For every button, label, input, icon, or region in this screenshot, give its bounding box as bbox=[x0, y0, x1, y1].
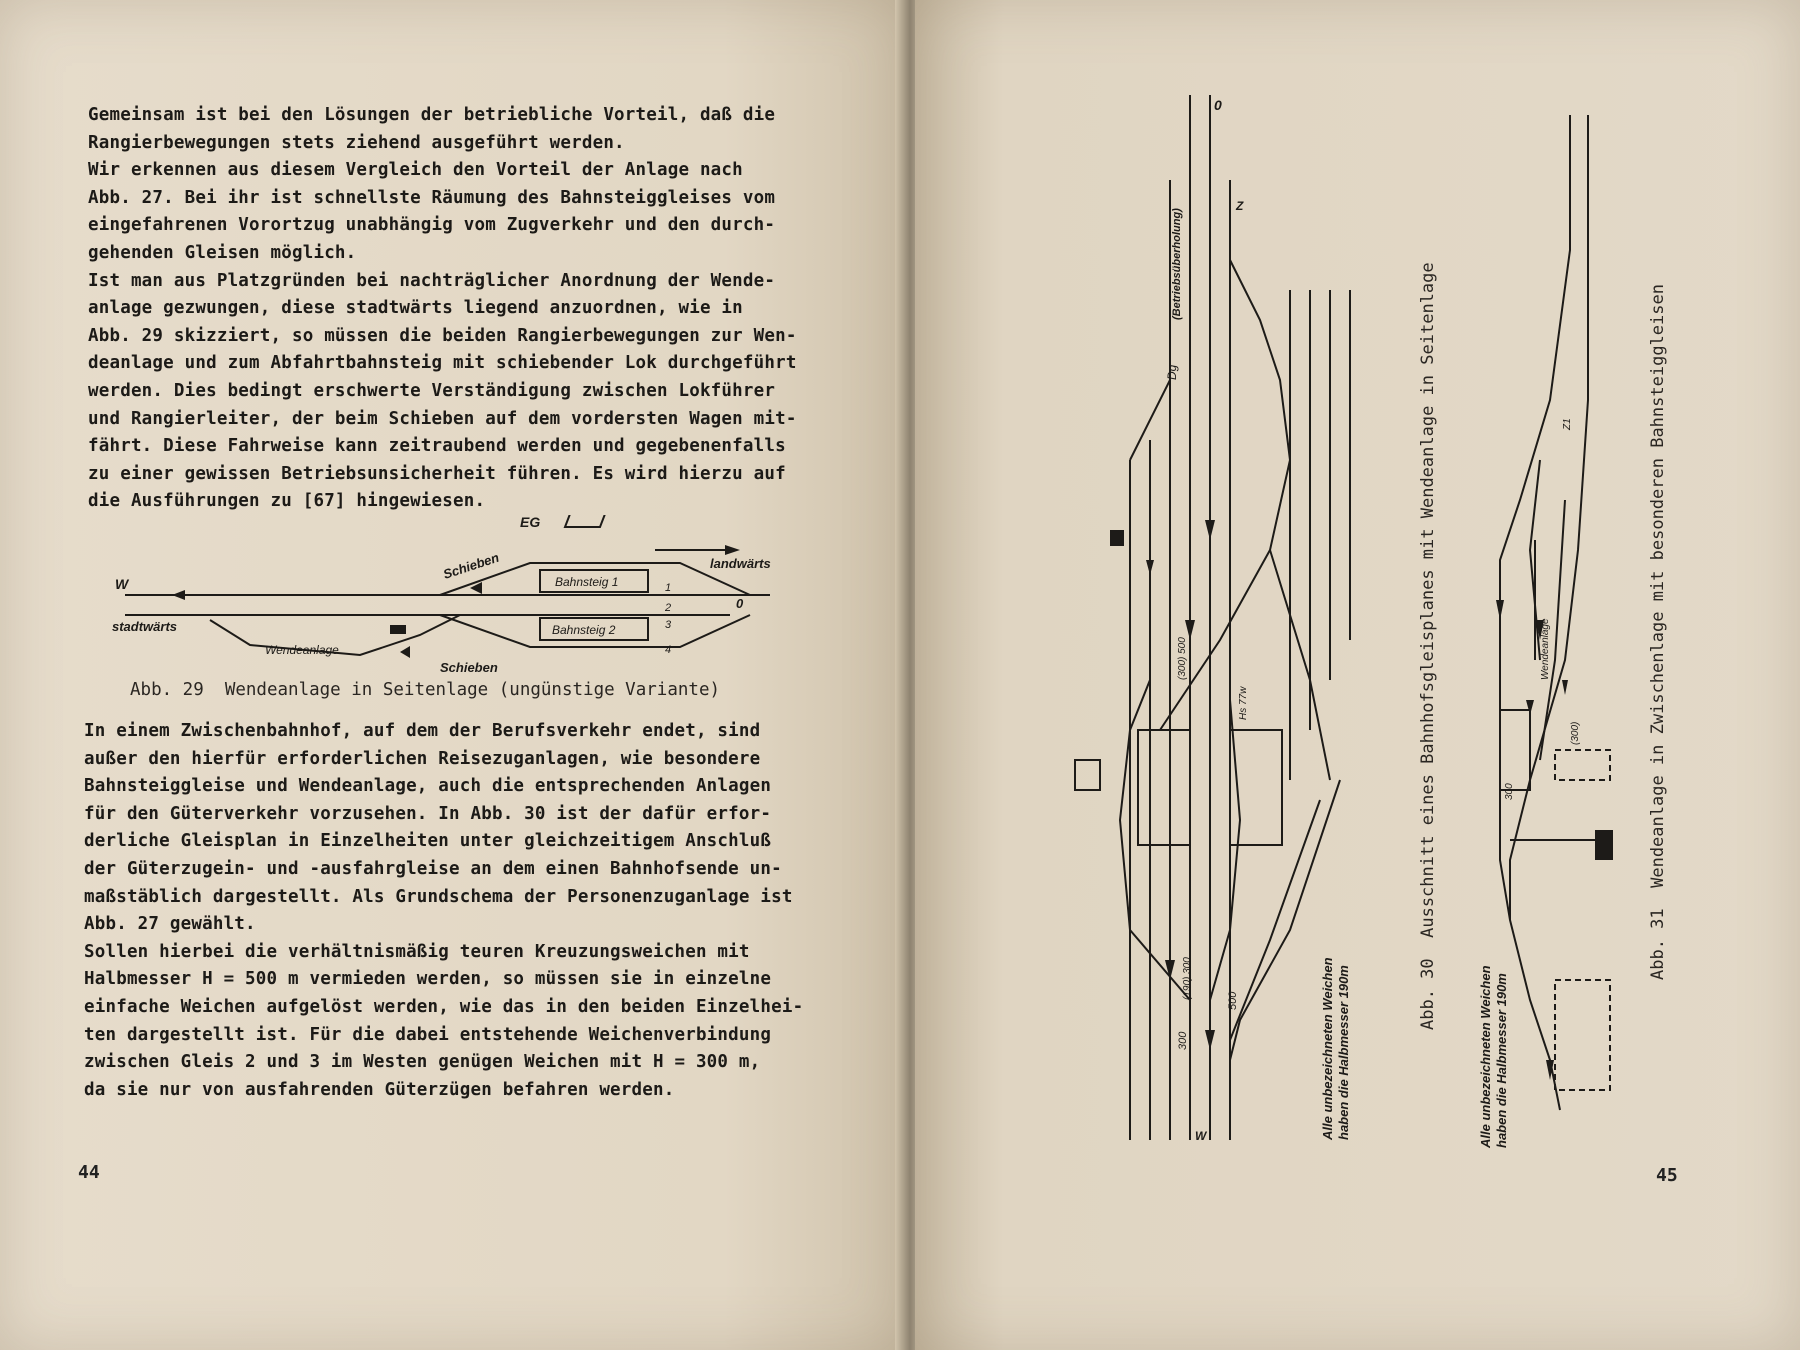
page-number: 44 bbox=[78, 1162, 100, 1183]
figure-29-caption: Abb. 29 Wendeanlage in Seitenlage (ungünstige Variante) bbox=[130, 680, 721, 700]
fig30-label-dg: Dg bbox=[1165, 364, 1179, 380]
fig31-label-z1: Z1 bbox=[1562, 418, 1573, 430]
fig29-label-wendeanlage: Wendeanlage bbox=[265, 643, 339, 657]
figure-29-track-diagram bbox=[110, 515, 790, 675]
fig29-label-stadtwaerts: stadtwärts bbox=[112, 619, 178, 634]
fig29-label-0: 0 bbox=[736, 596, 744, 611]
fig30-label-z: Z bbox=[1236, 199, 1244, 213]
fig30-label-300: 300 bbox=[1177, 1031, 1189, 1050]
page-number: 45 bbox=[1656, 1165, 1678, 1186]
fig30-label-0: 0 bbox=[1214, 97, 1222, 113]
figure-30-caption: Abb. 30 Ausschnitt eines Bahnhofsgleisplanes mit Wendeanlage in Seitenlage bbox=[1418, 262, 1438, 1030]
fig29-label-bahnsteig-2: Bahnsteig 2 bbox=[552, 623, 616, 637]
fig31-label-wendeanlage: Wendeanlage bbox=[1540, 618, 1551, 680]
fig30-label-w: W bbox=[1195, 1129, 1207, 1143]
fig31-label-300: 300 bbox=[1504, 783, 1515, 800]
fig29-label-schieben-top: Schieben bbox=[441, 549, 501, 582]
fig29-label-bahnsteig-1: Bahnsteig 1 bbox=[555, 575, 619, 589]
figure-30-note: Alle unbezeichneten Weichen haben die Halbmesser 190m bbox=[1320, 957, 1351, 1140]
fig30-label-190-300: (190) 300 bbox=[1182, 957, 1193, 1000]
fig31-label-300-paren: (300) bbox=[1570, 721, 1581, 745]
fig30-label-500: 500 bbox=[1227, 991, 1239, 1010]
fig29-label-2: 2 bbox=[665, 602, 672, 614]
fig29-label-w: W bbox=[115, 576, 129, 592]
paragraph-text: In einem Zwischenbahnhof, auf dem der Berufsverkehr endet, sind außer den hierfür erforderlichen Reisezuganlagen, wie besondere Bahnsteiggleise und Wendeanlage, auch die entsprechenden Anlagen für den Güterverkehr vorzusehen. In Abb. 30 ist der dafür erfor- derliche Gleisplan in Einzelheiten unter gleichzeitigem Anschluß der Güterzugein- und -ausfahrgleise an dem einen Bahnhofsende un- maßstäblich dargestellt. Als Grundschema der Personenzuganlage ist Abb. 27 gewählt. Sollen hierbei die verhältnismäßig teuren Kreuzungsweichen mit Halbmesser H = 500 m vermieden werden, so müssen sie in einzelne einfache Weichen aufgelöst werden, wie das in den beiden Einzelhei- ten dargestellt ist. Für die dabei entstehende Weichenverbindung zwischen Gleis 2 und 3 im Westen genügen Weichen mit H = 300 m, da sie nur von ausfahrenden Güterzügen befahren werden. bbox=[84, 721, 804, 1100]
fig29-label-4: 4 bbox=[665, 644, 672, 656]
paragraph-text: Gemeinsam ist bei den Lösungen der betriebliche Vorteil, daß die Rangierbewegungen stets ziehend ausgeführt werden. Wir erkennen aus diesem Vergleich den Vorteil der Anlage nach Abb. 27. Bei ihr ist schnellste Räumung des Bahnsteiggleises vom eingefahrenen Vorortzug unabhängig vom Zugverkehr und den durch- gehenden Gleisen möglich. Ist man aus Platzgründen bei nachträglicher Anordnung der Wende- anlage gezwungen, diese stadtwärts liegend anzuordnen, wie in Abb. 29 skizziert, so müssen die beiden Rangierbewegungen zur Wen- deanlage und zum Abfahrtbahnsteig mit schiebender Lok durchgeführt werden. Dies bedingt erschwerte Verständigung zwischen Lokführer und Rangierleiter, der beim Schieben auf dem vordersten Wagen mit- fährt. Diese Fahrweise kann zeitraubend werden und gegebenenfalls zu einer gewissen Betriebsunsicherheit führen. Es wird hierzu auf die Ausführungen zu [67] hingewiesen. bbox=[88, 105, 797, 512]
fig29-label-1: 1 bbox=[665, 582, 672, 594]
fig30-label-hs: Hs 77w bbox=[1238, 686, 1249, 720]
figure-31-caption: Abb. 31 Wendeanlage in Zwischenlage mit besonderen Bahnsteiggleisen bbox=[1648, 284, 1668, 980]
fig30-label-betrieb: (Betriebsüberholung) bbox=[1171, 208, 1183, 320]
fig30-label-300-500: (300) 500 bbox=[1177, 637, 1188, 680]
fig29-label-schieben-bottom: Schieben bbox=[440, 660, 498, 675]
figure-31-note: Alle unbezeichneten Weichen haben die Halbmesser 190m bbox=[1478, 965, 1509, 1148]
fig29-label-eg: EG bbox=[520, 515, 541, 530]
fig29-label-3: 3 bbox=[665, 619, 672, 631]
fig29-label-landwaerts: landwärts bbox=[710, 556, 771, 571]
